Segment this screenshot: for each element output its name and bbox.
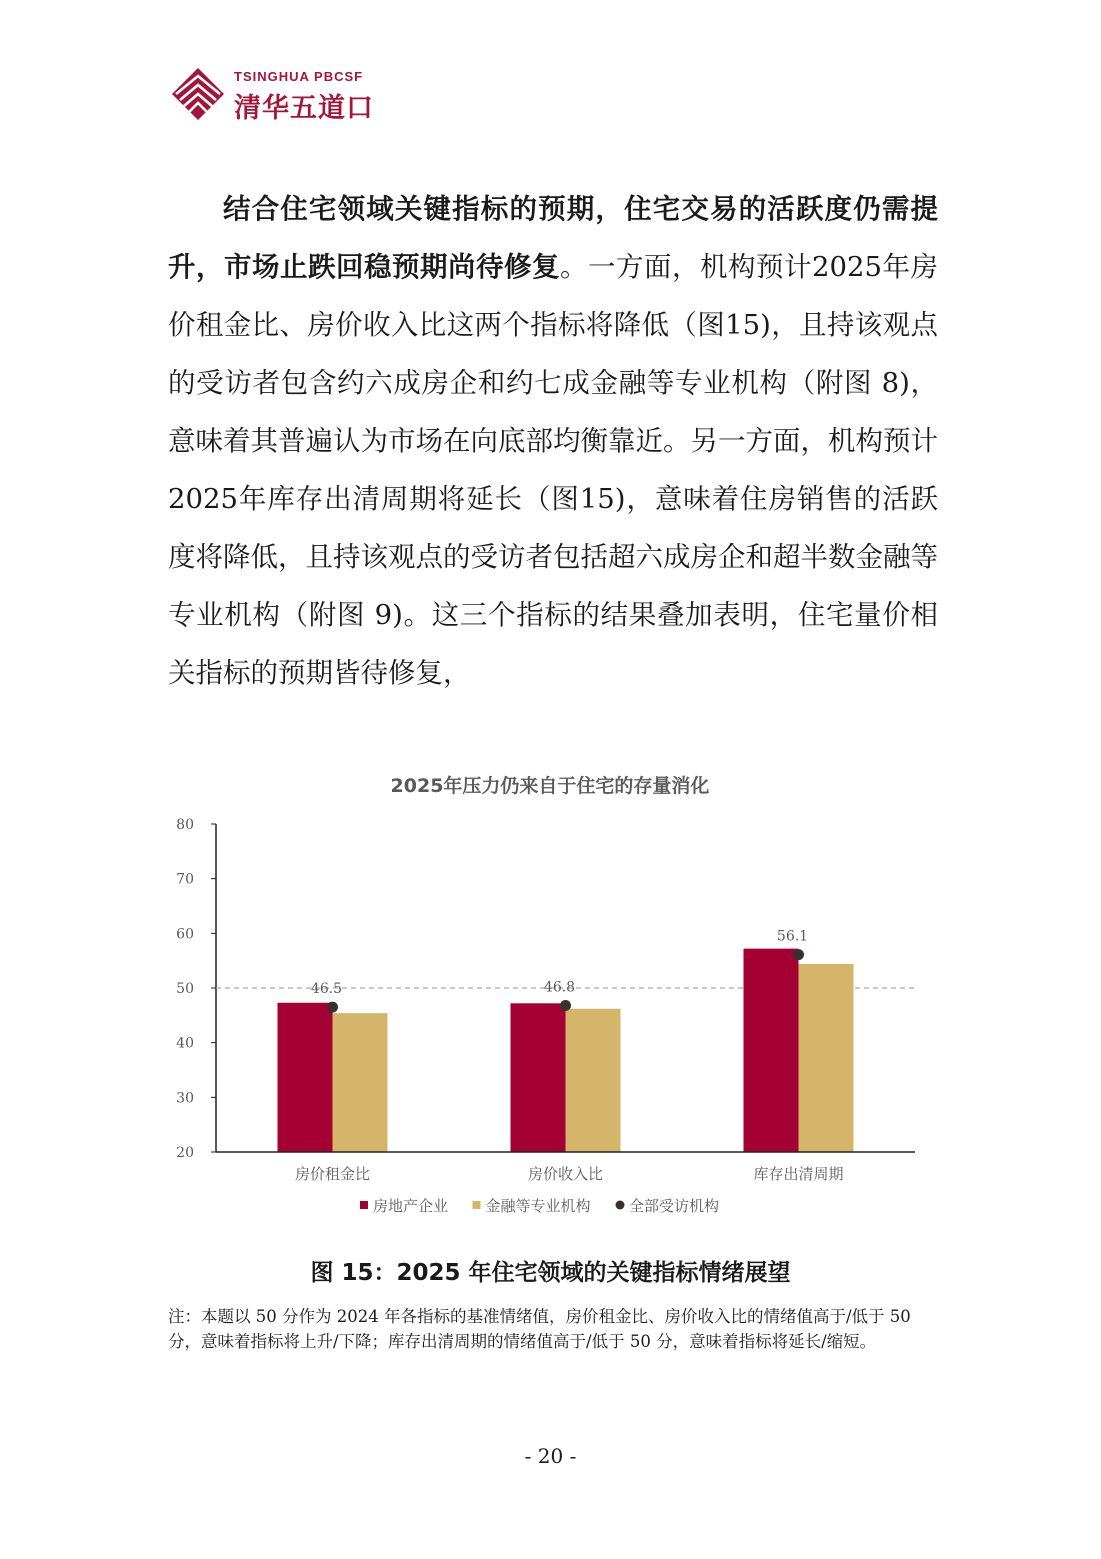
logo-text-cn: 清华五道口 bbox=[234, 93, 374, 124]
x-tick-label: 房价租金比 bbox=[294, 1165, 371, 1183]
y-tick-label: 50 bbox=[176, 981, 194, 997]
chart-title: 2025年压力仍来自于住宅的存量消化 bbox=[390, 775, 710, 797]
data-label: 46.5 bbox=[310, 981, 343, 998]
y-tick-label: 70 bbox=[176, 871, 194, 888]
overlay-point bbox=[327, 1002, 338, 1013]
y-tick-label: 30 bbox=[176, 1090, 194, 1107]
data-label: 46.8 bbox=[543, 979, 576, 996]
x-tick-label: 库存出清周期 bbox=[753, 1165, 844, 1183]
bar bbox=[744, 949, 799, 1152]
legend-label: 金融等专业机构 bbox=[485, 1197, 591, 1215]
y-tick-label: 20 bbox=[176, 1145, 194, 1161]
legend-label: 房地产企业 bbox=[373, 1197, 449, 1215]
overlay-point bbox=[793, 949, 804, 960]
bar bbox=[566, 1009, 621, 1152]
pbcsf-logo-mark-icon bbox=[170, 66, 226, 122]
bar bbox=[278, 1003, 333, 1152]
bar bbox=[799, 964, 854, 1152]
legend-label: 全部受访机构 bbox=[629, 1197, 720, 1215]
figure-caption: 图 15：2025 年住宅领域的关键指标情绪展望 bbox=[310, 1260, 791, 1286]
data-label: 56.1 bbox=[776, 928, 809, 945]
bar-chart bbox=[160, 752, 940, 1242]
page-number: - 20 - bbox=[524, 1444, 577, 1468]
body-text: 。一方面，机构预计2025年房价租金比、房价收入比这两个指标将降低（图15)，且持该观点的受访者包含约六成房企和约七成金融等专业机构（附图 8)，意味着其普遍认为市场在向底部均衡靠近。另一方面，机构预计2025年库存出清周期将延长（图15)，意味着住房销售的活跃度将降低，且持该观点的受访者包括超六成房企和超半数金融等专业机构（附图 9)。这三个指标的结果叠加表明，住宅量价相关指标的预期皆待修复， bbox=[168, 251, 939, 689]
figure-15-chart bbox=[160, 752, 940, 1242]
bar bbox=[333, 1013, 388, 1152]
figure-note: 注：本题以 50 分作为 2024 年各指标的基准情绪值，房价租金比、房价收入比的情绪值高于/低于 50 分，意味着指标将上升/下降；库存出清周期的情绪值高于/低于 50 分，意味着指标将延长/缩短。 bbox=[168, 1307, 911, 1351]
pbcsf-logo bbox=[170, 66, 400, 126]
y-tick-label: 80 bbox=[176, 817, 194, 833]
body-bold-lead: 结合住宅领域关键指标的预期，住宅交易的活跃度仍需提升，市场止跌回稳预期尚待修复 bbox=[168, 193, 938, 283]
legend-swatch bbox=[473, 1201, 481, 1209]
logo-text-en: TSINGHUA PBCSF bbox=[234, 69, 364, 84]
bar bbox=[511, 1003, 566, 1152]
x-tick-label: 房价收入比 bbox=[527, 1165, 604, 1183]
y-tick-label: 40 bbox=[176, 1035, 194, 1052]
legend-swatch bbox=[360, 1201, 368, 1209]
overlay-point bbox=[560, 1000, 571, 1011]
legend-swatch bbox=[616, 1201, 625, 1210]
y-tick-label: 60 bbox=[176, 926, 194, 943]
body-paragraph bbox=[168, 180, 938, 702]
